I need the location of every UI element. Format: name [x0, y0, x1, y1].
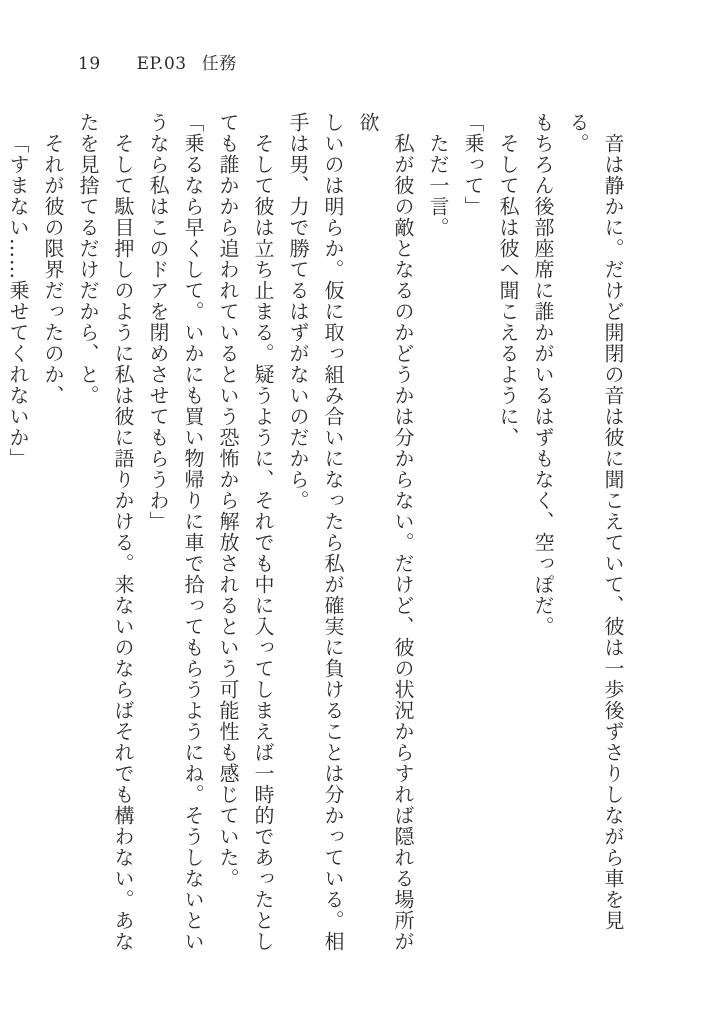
text-line: ても誰かから追われているという恐怖から解放されるという可能性も感じていた。	[216, 112, 240, 889]
text-line: 「すまない……乗せてくれないか」	[6, 133, 30, 469]
text-line: そして駄目押しのように私は彼に語りかける。来ないのならばそれでも構わない。あな	[111, 133, 135, 952]
episode-label: EP.03	[136, 54, 187, 74]
text-line: うなら私はこのドアを閉めさせてもらうわ」	[146, 112, 170, 532]
vertical-text-block	[0, 112, 630, 955]
chapter-title: 任務	[201, 54, 237, 74]
text-line: それが彼の限界だったのか、	[41, 133, 65, 406]
text-line: しいのは明らか。仮に取っ組み合いになったら私が確実に負けることは分かっている。相	[321, 112, 345, 952]
page-header	[78, 49, 237, 74]
page-number: 19	[78, 54, 101, 74]
text-line: ただ一言。	[426, 133, 450, 238]
text-line: 手は男、力で勝てるはずがないのだから。	[286, 112, 310, 511]
text-line: もちろん後部座席に誰かがいるはずもなく、空っぽだ。	[531, 112, 555, 637]
text-line: たを見捨てるだけだから、と。	[76, 112, 100, 406]
text-line: 「乗るなら早くして。いかにも買い物帰りに車で拾ってもらうようにね。そうしないとい	[181, 112, 205, 952]
text-line: 私が彼の敵となるのかどうかは分からない。だけど、彼の状況からすれば隠れる場所が欲	[356, 112, 415, 952]
text-line: そして彼は立ち止まる。疑うように、それでも中に入ってしまえば一時的であったとし	[251, 133, 275, 952]
text-line: 音は静かに。だけど開閉の音は彼に聞こえていて、彼は一歩後ずさりしながら車を見る。	[566, 112, 625, 931]
text-line: そして私は彼へ聞こえるように、	[496, 133, 520, 448]
text-line: 「乗って」	[461, 112, 485, 217]
